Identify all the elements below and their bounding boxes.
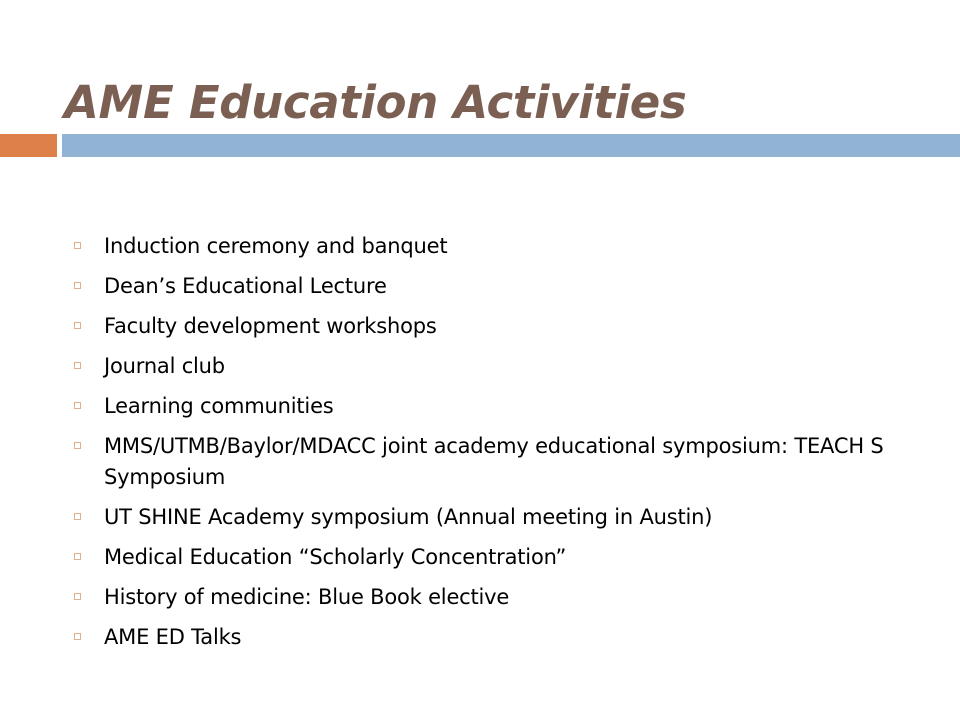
list-item — [70, 622, 900, 653]
hollow-square-bullet-icon — [74, 553, 81, 560]
list-item-label: UT SHINE Academy symposium (Annual meeting in Austin) — [104, 505, 713, 529]
list-item — [70, 582, 900, 613]
list-item — [70, 351, 900, 382]
list-item-label: AME ED Talks — [104, 625, 242, 649]
hollow-square-bullet-icon — [74, 513, 81, 520]
list-item — [70, 231, 900, 262]
bullet-list — [70, 231, 900, 653]
list-item — [70, 542, 900, 573]
list-item-label: Learning communities — [104, 394, 334, 418]
list-item — [70, 391, 900, 422]
list-item — [70, 311, 900, 342]
list-item-label: Dean’s Educational Lecture — [104, 274, 387, 298]
hollow-square-bullet-icon — [74, 242, 81, 249]
hollow-square-bullet-icon — [74, 322, 81, 329]
hollow-square-bullet-icon — [74, 402, 81, 409]
hollow-square-bullet-icon — [74, 633, 81, 640]
divider-main-bar — [62, 134, 960, 157]
hollow-square-bullet-icon — [74, 593, 81, 600]
list-item-label: History of medicine: Blue Book elective — [104, 585, 510, 609]
hollow-square-bullet-icon — [74, 362, 81, 369]
list-item-label: MMS/UTMB/Baylor/MDACC joint academy educational symposium: TEACH S Symposium — [104, 434, 884, 489]
divider-accent-block — [0, 134, 57, 157]
list-item — [70, 431, 900, 493]
hollow-square-bullet-icon — [74, 282, 81, 289]
title-divider — [0, 134, 960, 157]
list-item — [70, 502, 900, 533]
list-item-label: Journal club — [104, 354, 225, 378]
list-item-label: Induction ceremony and banquet — [104, 234, 448, 258]
list-item-label: Medical Education “Scholarly Concentration” — [104, 545, 567, 569]
page-title: AME Education Activities — [64, 76, 687, 130]
list-item — [70, 271, 900, 302]
list-item-label: Faculty development workshops — [104, 314, 437, 338]
hollow-square-bullet-icon — [74, 442, 81, 449]
